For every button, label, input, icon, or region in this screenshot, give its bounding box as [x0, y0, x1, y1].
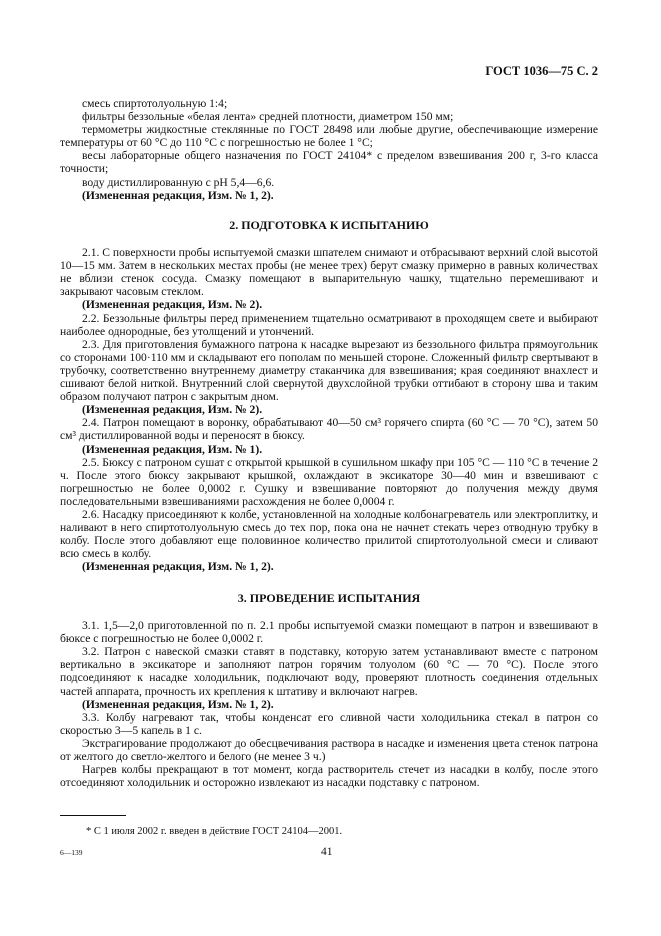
paragraph: 2.4. Патрон помещают в воронку, обрабатывают 40—50 см³ горячего спирта (60 °С — 70 °С), затем 50 см³ дистиллированной воды и переносят в бюксу. [60, 416, 598, 443]
revision-note: (Измененная редакция, Изм. № 1). [82, 442, 263, 456]
paragraph: 3.1. 1,5—2,0 приготовленной по п. 2.1 пробы испытуемой смазки помещают в патрон и взвешивают в бюксе с погрешностью не более 0,0002 г. [60, 619, 598, 646]
revision-note: (Измененная редакция, Изм. № 1, 2). [82, 560, 274, 574]
paragraph: весы лабораторные общего назначения по ГОСТ 24104* с пределом взвешивания 200 г, 3-го класса точности; [60, 149, 598, 176]
print-code: 6—139 [60, 848, 83, 857]
paragraph: Экстрагирование продолжают до обесцвечивания раствора в насадке и изменения цвета стенок патрона от желтого до светло-желтого и белого (не менее 3 ч.) [60, 736, 598, 764]
page-header: ГОСТ 1036—75 С. 2 [485, 64, 598, 78]
paragraph: 3.2. Патрон с навеской смазки ставят в подставку, которую затем устанавливают вместе с патроном вертикально в эксикаторе и заполняют патрон горячим толуолом (60 °С — 70 °С). После этого подсоединяют к насадке холодильник, подключают воду, проверяют плотность соединения отдельных частей аппарата, прочность их крепления к штативу и включают нагрев. [60, 645, 598, 698]
revision-note: (Измененная редакция, Изм. № 1, 2). [82, 697, 274, 711]
intro-list [60, 97, 598, 202]
paragraph: 2.6. Насадку присоединяют к колбе, установленной на холодные колбонагреватель или электроплитку, и наливают в него спиртотолуольную смесь до тех пор, пока она не начнет стекать через отводную трубку в колбу. После этого добавляют еще половинное количество прилитой спиртотолуольной смеси и сливают всю смесь в колбу. [60, 507, 598, 561]
paragraph: термометры жидкостные стеклянные по ГОСТ 28498 или любые другие, обеспечивающие измерение температуры от 60 °С до 110 °С с погрешностью не более 1 °С; [60, 123, 598, 150]
footnote-divider [60, 815, 126, 816]
paragraph: 2.5. Бюксу с патроном сушат с открытой крышкой в сушильном шкафу при 105 °С — 110 °С в течение 2 ч. После этого бюксу закрывают крышкой, охлаждают в эксикаторе 30—40 мин и взвешивают с погрешностью не более 0,0002 г. Сушку и взвешивание повторяют до получения между двумя последовательными взвешиваниями расхождения не более 0,0004 г. [60, 455, 598, 508]
paragraph: 2.1. С поверхности пробы испытуемой смазки шпателем снимают и отбрасывают верхний слой высотой 10—15 мм. Затем в нескольких местах пробы (не менее трех) берут смазку примерно в равных количествах не вблизи стенок сосуда. Смазку помещают в выпарительную чашку, тщательно перемешивают и закрывают часовым стеклом. [60, 246, 598, 299]
paragraph: Нагрев колбы прекращают в тот момент, когда растворитель стечет из насадки в колбу, после этого отсоединяют холодильник и осторожно извлекают из насадки подставку с патроном. [60, 763, 598, 790]
paragraph: фильтры беззольные «белая лента» средней плотности, диаметром 150 мм; [82, 110, 454, 124]
paragraph: 2.2. Беззольные фильтры перед применением тщательно осматривают в проходящем свете и выбирают наиболее однородные, без утолщений и утончений. [60, 311, 598, 338]
revision-note: (Измененная редакция, Изм. № 2). [82, 403, 263, 417]
page-number: 41 [321, 846, 333, 858]
paragraph: 2.3. Для приготовления бумажного патрона к насадке вырезают из беззольного фильтра прямоугольник со сторонами 100·110 мм и складывают его пополам по меньшей стороне. Сложенный фильтр свертывают в трубочку, соответственно внутреннему диаметру стаканчика для взвешивания; края соединяют внахлест и сшивают белой ниткой. Внутренний слой свернутой двухслойной трубки оттибают в сторону шва и таким образом получают патрон с закрытым дном. [60, 337, 598, 404]
paragraph: воду дистиллированную с рН 5,4—6,6. [82, 175, 275, 189]
footnote: * С 1 июля 2002 г. введен в действие ГОСТ 24104—2001. [86, 826, 343, 837]
section-heading: 2. ПОДГОТОВКА К ИСПЫТАНИЮ [229, 218, 429, 232]
section-body [60, 246, 598, 573]
revision-note: (Измененная редакция, Изм. № 1, 2). [82, 188, 274, 202]
section-body [60, 619, 598, 789]
paragraph: смесь спиртотолуольную 1:4; [82, 97, 228, 110]
revision-note: (Измененная редакция, Изм. № 2). [82, 298, 263, 312]
section-2 [60, 219, 598, 573]
section-heading: 3. ПРОВЕДЕНИЕ ИСПЫТАНИЯ [237, 591, 421, 605]
section-3 [60, 592, 598, 789]
paragraph: 3.3. Колбу нагревают так, чтобы конденсат его сливной части холодильника стекал в патрон со скоростью 3—5 капель в 1 с. [60, 710, 598, 737]
